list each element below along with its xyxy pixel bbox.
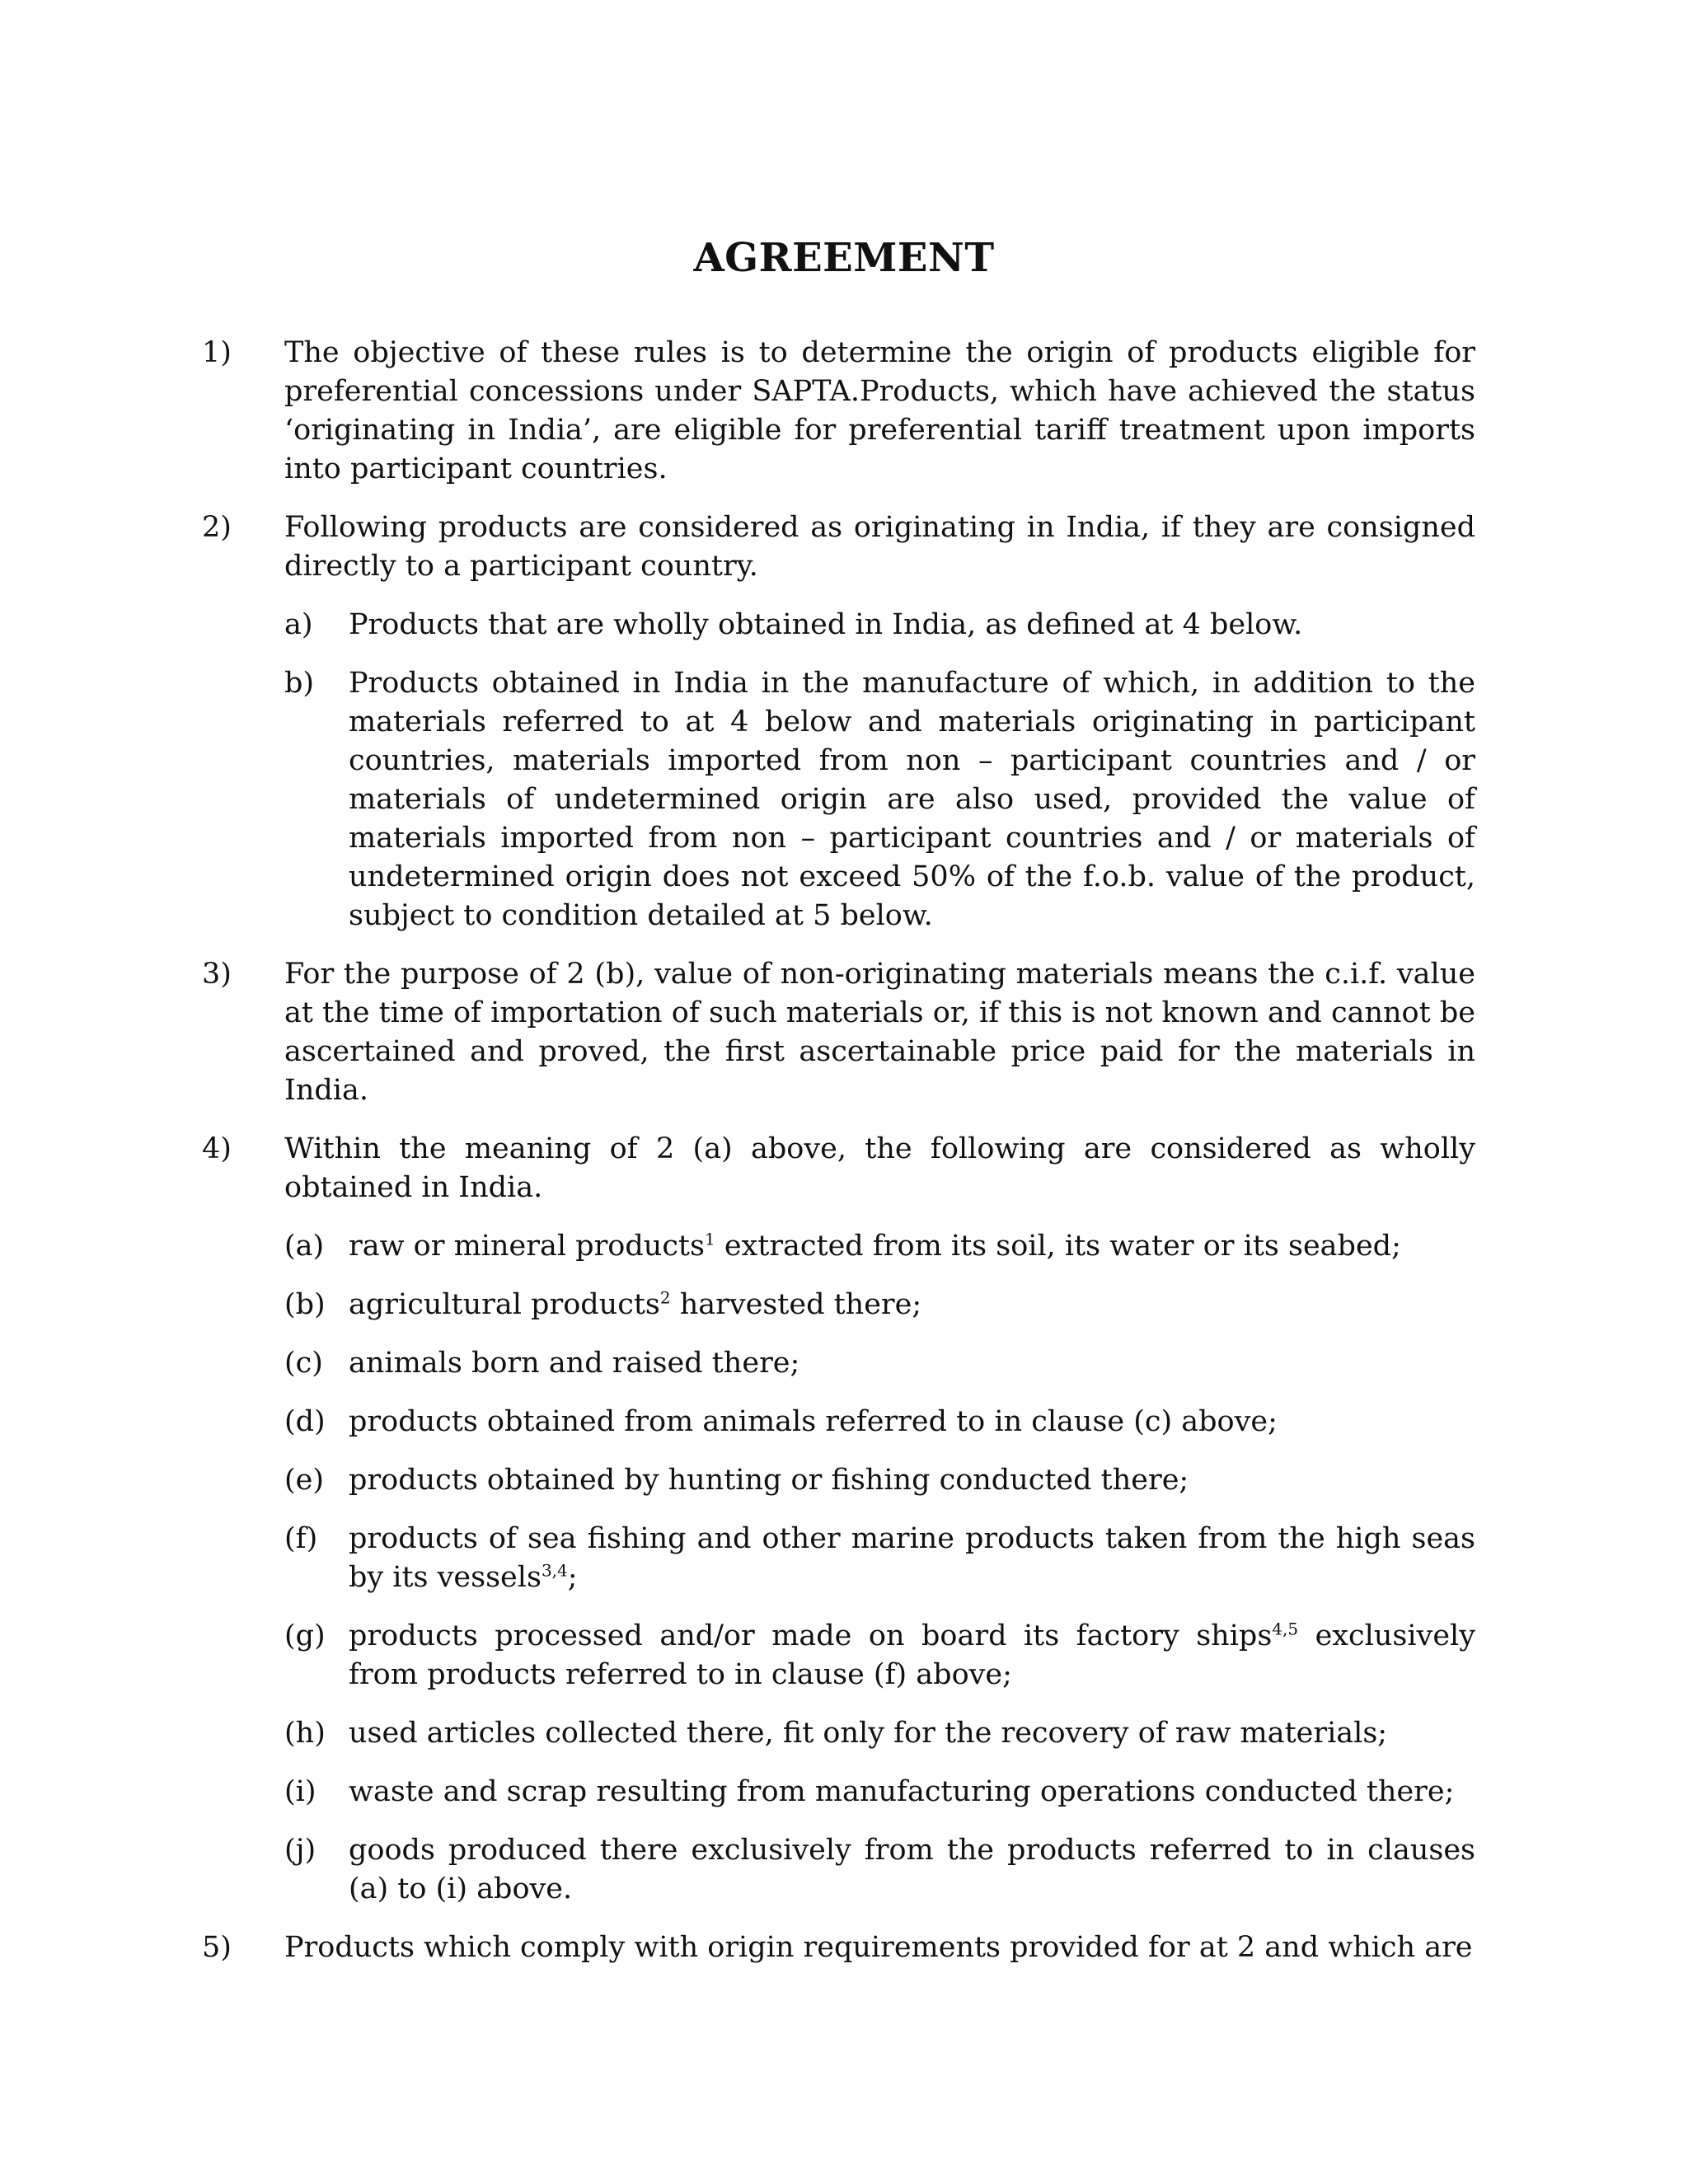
footnote-ref: 3,4	[541, 1560, 568, 1581]
sub-clause-text-part: extracted from its soil, its water or its seabed;	[715, 1230, 1401, 1263]
sub-clause-label: (a)	[284, 1230, 325, 1263]
rule-item-3	[202, 955, 1475, 1110]
sub-clause-text-part: products of sea fishing and other marine products taken from the high seas by its vessels	[349, 1522, 1475, 1594]
sub-clause-text: used articles collected there, fit only for the recovery of raw materials;	[349, 1717, 1388, 1750]
sub-clause-label: (c)	[284, 1347, 323, 1380]
sub-clause-label: (g)	[284, 1619, 326, 1652]
sub-clause-label: (h)	[284, 1717, 326, 1750]
sub-clause-label: (i)	[284, 1775, 316, 1808]
sub-clause-text: Products obtained in India in the manufacture of which, in addition to the materials referred to at 4 below and materials originating in participant countries, materials imported from non – participant countries and / or materials of undetermined origin are also used, provided the value of materials imported from non – participant countries and / or materials of undetermined origin does not exceed 50% of the f.o.b. value of the product, subject to condition detailed at 5 below.	[349, 667, 1475, 932]
sub-clause-label: (e)	[284, 1464, 325, 1497]
sub-clause	[284, 1831, 1475, 1909]
agreement-rules-list	[202, 334, 1475, 1987]
sub-clause-text	[349, 1227, 1475, 1266]
sub-clause	[284, 1714, 1475, 1753]
sub-clause	[284, 606, 1475, 644]
sub-clause-text	[349, 1520, 1475, 1597]
sub-clause-text-part: agricultural products	[349, 1288, 660, 1321]
sub-clause-label: (d)	[284, 1405, 326, 1438]
sub-clause	[284, 1773, 1475, 1811]
sub-clause-text: waste and scrap resulting from manufacturing operations conducted there;	[349, 1775, 1455, 1808]
rule-item-4	[202, 1130, 1475, 1909]
rule-number: 1)	[202, 336, 232, 369]
sub-clause	[284, 1227, 1475, 1266]
rule-text: Following products are considered as originating in India, if they are consigned directly to a participant country.	[284, 511, 1475, 583]
sub-clause-label: (f)	[284, 1522, 318, 1555]
rule-text: For the purpose of 2 (b), value of non-originating materials means the c.i.f. value at the time of importation of such materials or, if this is not known and cannot be ascertained and proved, the first ascertainable price paid for the materials in India.	[284, 958, 1475, 1107]
rule-text: Products which comply with origin requirements provided for at 2 and which are	[284, 1931, 1473, 1964]
sub-clause-text: products obtained from animals referred to in clause (c) above;	[349, 1405, 1278, 1438]
sub-clause	[284, 1520, 1475, 1597]
rule-item-2	[202, 509, 1475, 935]
sub-clause-label: b)	[284, 667, 315, 700]
sub-clause	[284, 664, 1475, 935]
sub-clause-text	[349, 1617, 1475, 1694]
sub-clause-text-part: harvested there;	[670, 1288, 922, 1321]
rule-sublist	[284, 1227, 1475, 1909]
sub-clause	[284, 1344, 1475, 1383]
page-title: AGREEMENT	[693, 235, 995, 281]
rule-item-1	[202, 334, 1475, 489]
sub-clause-text: Products that are wholly obtained in India, as defined at 4 below.	[349, 608, 1303, 641]
sub-clause-label: a)	[284, 608, 313, 641]
footnote-ref: 4,5	[1272, 1619, 1299, 1639]
sub-clause	[284, 1286, 1475, 1324]
sub-clause-text: animals born and raised there;	[349, 1347, 800, 1380]
sub-clause-text: products obtained by hunting or fishing conducted there;	[349, 1464, 1189, 1497]
rule-text: Within the meaning of 2 (a) above, the following are considered as wholly obtained in India.	[284, 1132, 1475, 1204]
rule-sublist	[284, 606, 1475, 935]
sub-clause-label: (b)	[284, 1288, 326, 1321]
sub-clause-text-part: exclusively from products referred to in clause (f) above;	[349, 1619, 1475, 1691]
sub-clause-text	[349, 1286, 1475, 1324]
footnote-ref: 1	[704, 1229, 715, 1249]
sub-clause-label: (j)	[284, 1834, 316, 1867]
footnote-ref: 2	[659, 1287, 671, 1308]
sub-clause-text-part: products processed and/or made on board its factory ships	[349, 1619, 1273, 1652]
rule-number: 5)	[202, 1931, 232, 1964]
rule-number: 4)	[202, 1132, 232, 1165]
sub-clause-text-part: raw or mineral products	[349, 1230, 705, 1263]
rule-number: 2)	[202, 511, 232, 544]
sub-clause-text: goods produced there exclusively from the products referred to in clauses (a) to (i) above.	[349, 1834, 1475, 1905]
rule-text: The objective of these rules is to determine the origin of products eligible for preferential concessions under SAPTA.Products, which have achieved the status ‘originating in India’, are eligible for preferential tariff treatment upon imports into participant countries.	[284, 336, 1475, 485]
sub-clause	[284, 1461, 1475, 1500]
rule-item-5	[202, 1929, 1475, 1967]
sub-clause-text-part: ;	[567, 1561, 578, 1594]
sub-clause	[284, 1617, 1475, 1694]
sub-clause	[284, 1403, 1475, 1441]
rule-number: 3)	[202, 958, 232, 991]
